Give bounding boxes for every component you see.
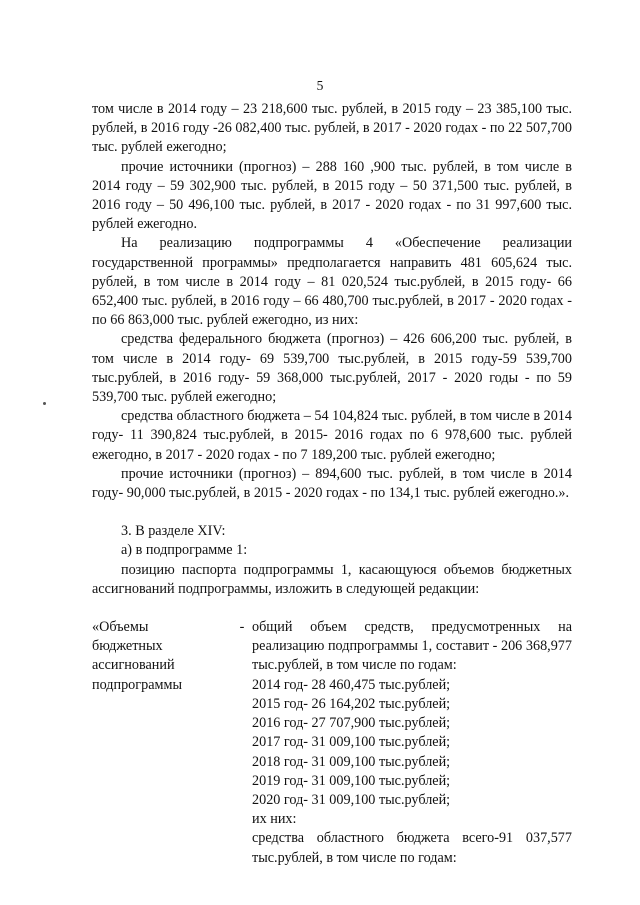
passport-table-row <box>92 618 572 868</box>
spacer <box>92 503 572 522</box>
section-heading: 3. В разделе XIV: <box>121 523 226 540</box>
dash-separator: - <box>239 619 245 636</box>
left-label-line: подпрограммы <box>92 676 182 693</box>
year-line: 2015 год- 26 164,202 тыс.рублей; <box>252 695 451 712</box>
scan-speck <box>43 402 46 405</box>
left-label-line: бюджетных <box>92 638 163 655</box>
paragraph-other-sources: прочие источники (прогноз) – 288 160 ,900 тыс. рублей, в том числе в 2014 году – 59 302,900 тыс. рублей, в 2015 году – 50 371,500 тыс. рублей, в 2016 году – 50 496,100 тыс. рублей, в 2017 - 2020 годах - по 31 997,600 тыс. рублей ежегодно. <box>92 158 572 233</box>
passport-left-column <box>92 618 232 868</box>
subsection-heading: а) в подпрограмме 1: <box>121 542 248 559</box>
spacer <box>92 599 572 618</box>
total-volume-text: общий объем средств, предусмотренных на реализацию подпрограммы 1, составит - 206 368,977 тыс.рублей, в том числе по годам: <box>252 619 572 674</box>
paragraph-federal-budget: средства федерального бюджета (прогноз) – 426 606,200 тыс. рублей, в том числе в 2014 году- 69 539,700 тыс.рублей, в 2015 году-59 539,700 тыс.рублей, в 2016 году- 59 368,000 тыс.рублей, 2017 - 2020 годы - по 59 539,700 тыс. рублей ежегодно; <box>92 331 572 406</box>
document-body <box>92 100 572 868</box>
left-label-line: «Объемы <box>92 619 149 636</box>
year-line: 2020 год- 31 009,100 тыс.рублей; <box>252 791 451 808</box>
passport-right-column <box>252 618 572 868</box>
page-number: 5 <box>316 78 324 93</box>
year-line: 2019 год- 31 009,100 тыс.рублей; <box>252 772 451 789</box>
paragraph-other-sources-2: прочие источники (прогноз) – 894,600 тыс. рублей, в том числе в 2014 году- 90,000 тыс.рублей, в 2015 - 2020 годах - по 134,1 тыс. рублей ежегодно.». <box>92 465 572 502</box>
instruction-paragraph: позицию паспорта подпрограммы 1, касающуюся объемов бюджетных ассигнований подпрограммы, изложить в следующей редакции: <box>92 561 572 597</box>
year-line: 2018 год- 31 009,100 тыс.рублей; <box>252 753 451 770</box>
left-label-line: ассигнований <box>92 657 175 674</box>
paragraph-regional-budget: средства областного бюджета – 54 104,824 тыс. рублей, в том числе в 2014 году- 11 390,824 тыс.рублей, в 2015- 2016 годах по 6 978,600 тыс. рублей ежегодно, в 2017 - 2020 годах - по 7 189,200 тыс. рублей ежегодно; <box>92 408 572 463</box>
paragraph-subprogram-4: На реализацию подпрограммы 4 «Обеспечение реализации государственной программы» предполагается направить 481 605,624 тыс. рублей, в том числе в 2014 году – 81 020,524 тыс.рублей, в 2015 году- 66 652,400 тыс. рублей, в 2016 году – 66 480,700 тыс.рублей, в 2017 - 2020 годах - по 66 863,000 тыс. рублей ежегодно, из них: <box>92 235 572 329</box>
year-line: 2014 год- 28 460,475 тыс.рублей; <box>252 676 451 693</box>
year-line: 2016 год- 27 707,900 тыс.рублей; <box>252 715 451 732</box>
year-line: 2017 год- 31 009,100 тыс.рублей; <box>252 734 451 751</box>
paragraph-continuation: том числе в 2014 году – 23 218,600 тыс. рублей, в 2015 году – 23 385,100 тыс. рублей, в 2016 году -26 082,400 тыс. рублей, в 2017 - 2020 годах - по 22 507,700 тыс. рублей ежегодно; <box>92 101 572 156</box>
regional-budget-text: средства областного бюджета всего-91 037,577 тыс.рублей, в том числе по годам: <box>252 830 572 866</box>
of-them-label: их них: <box>252 811 297 828</box>
